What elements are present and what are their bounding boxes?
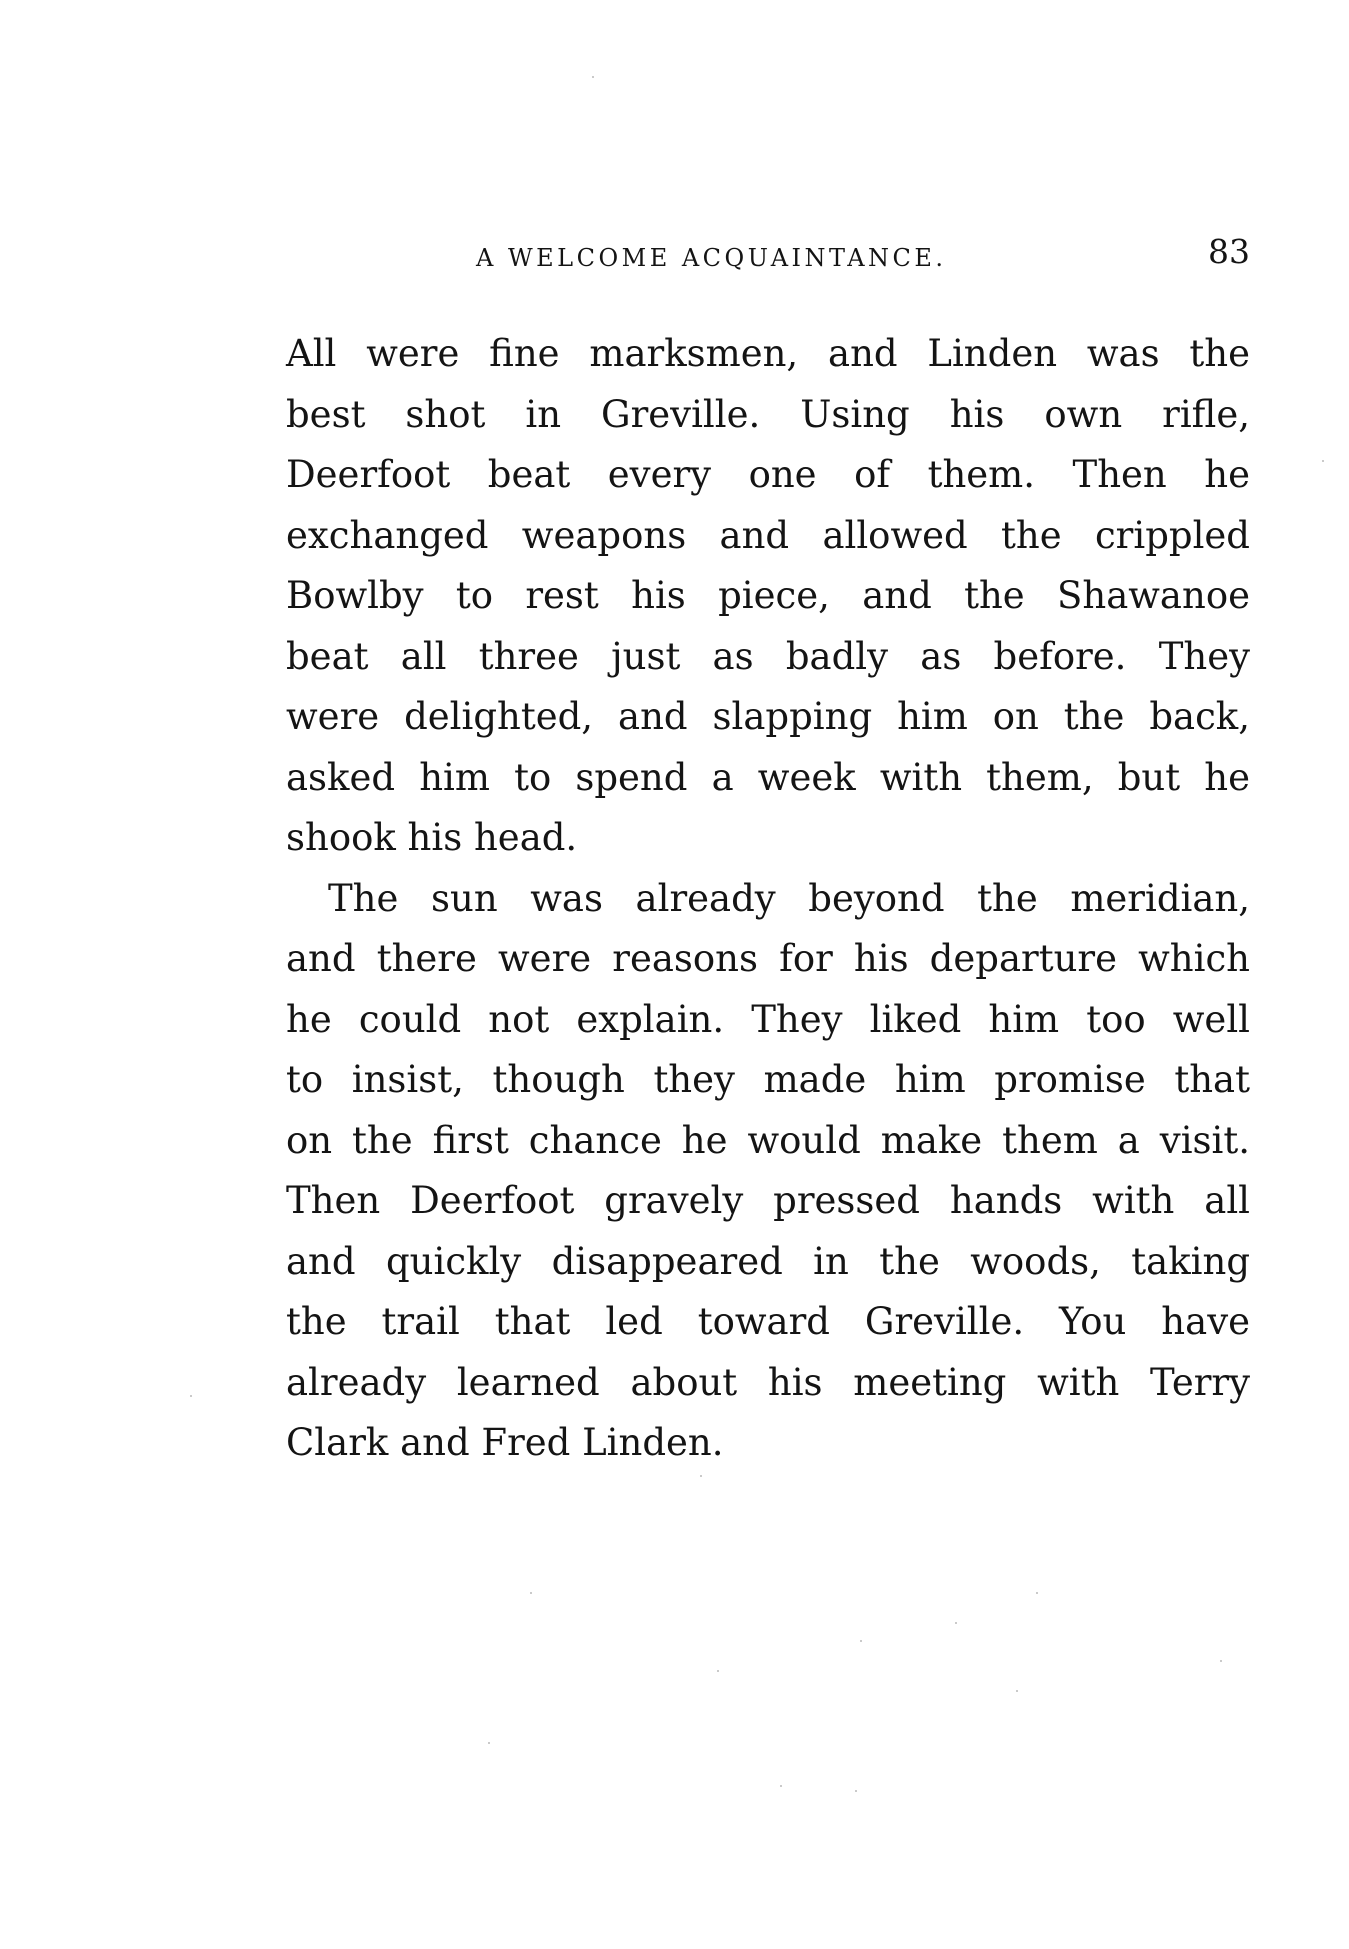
paper-speck <box>1036 1592 1038 1594</box>
paper-speck <box>530 1592 532 1594</box>
text-line: exchanged weapons and allowed the crippled <box>286 513 1250 557</box>
paragraph-2 <box>286 869 1250 1474</box>
body-text <box>286 324 1250 1474</box>
paper-speck <box>1220 1660 1222 1662</box>
text-line: asked him to spend a week with them, but he <box>286 755 1250 799</box>
running-title: A WELCOME ACQUAINTANCE. <box>476 244 947 272</box>
paper-speck <box>955 1622 957 1624</box>
text-line: Deerfoot beat every one of them. Then he <box>286 453 1250 496</box>
text-line: and there were reasons for his departure which <box>286 937 1250 980</box>
text-line: and quickly disappeared in the woods, taking <box>286 1239 1250 1283</box>
text-line: Bowlby to rest his piece, and the Shawanoe <box>286 574 1250 617</box>
page-number: 83 <box>1208 232 1250 271</box>
text-line: beat all three just as badly as before. They <box>286 634 1250 678</box>
paper-speck <box>488 1742 490 1744</box>
text-line: All were fine marksmen, and Linden was the <box>286 332 1250 375</box>
text-line: best shot in Greville. Using his own rifle, <box>286 392 1250 436</box>
paper-speck <box>1016 1690 1018 1692</box>
paper-speck <box>1322 460 1324 462</box>
text-line: shook his head. <box>286 816 578 859</box>
paper-speck <box>190 1395 192 1397</box>
text-line: he could not explain. They liked him too well <box>286 997 1250 1041</box>
paper-speck <box>780 1785 782 1787</box>
paper-speck <box>592 76 594 78</box>
paper-speck <box>855 1790 857 1792</box>
text-line: Clark and Fred Linden. <box>286 1421 724 1464</box>
paper-speck <box>717 1670 719 1672</box>
running-head <box>286 232 1250 280</box>
text-line: already learned about his meeting with Terry <box>286 1360 1250 1404</box>
text-line: to insist, though they made him promise that <box>286 1058 1250 1101</box>
text-line: the trail that led toward Greville. You have <box>286 1300 1250 1343</box>
paper-speck <box>860 1640 862 1642</box>
paragraph-1 <box>286 324 1250 869</box>
text-line: were delighted, and slapping him on the back, <box>286 695 1250 738</box>
text-line: Then Deerfoot gravely pressed hands with all <box>286 1179 1250 1222</box>
text-line: The sun was already beyond the meridian, <box>328 876 1250 920</box>
text-line: on the first chance he would make them a visit. <box>286 1118 1250 1162</box>
paper-speck <box>700 1475 702 1477</box>
